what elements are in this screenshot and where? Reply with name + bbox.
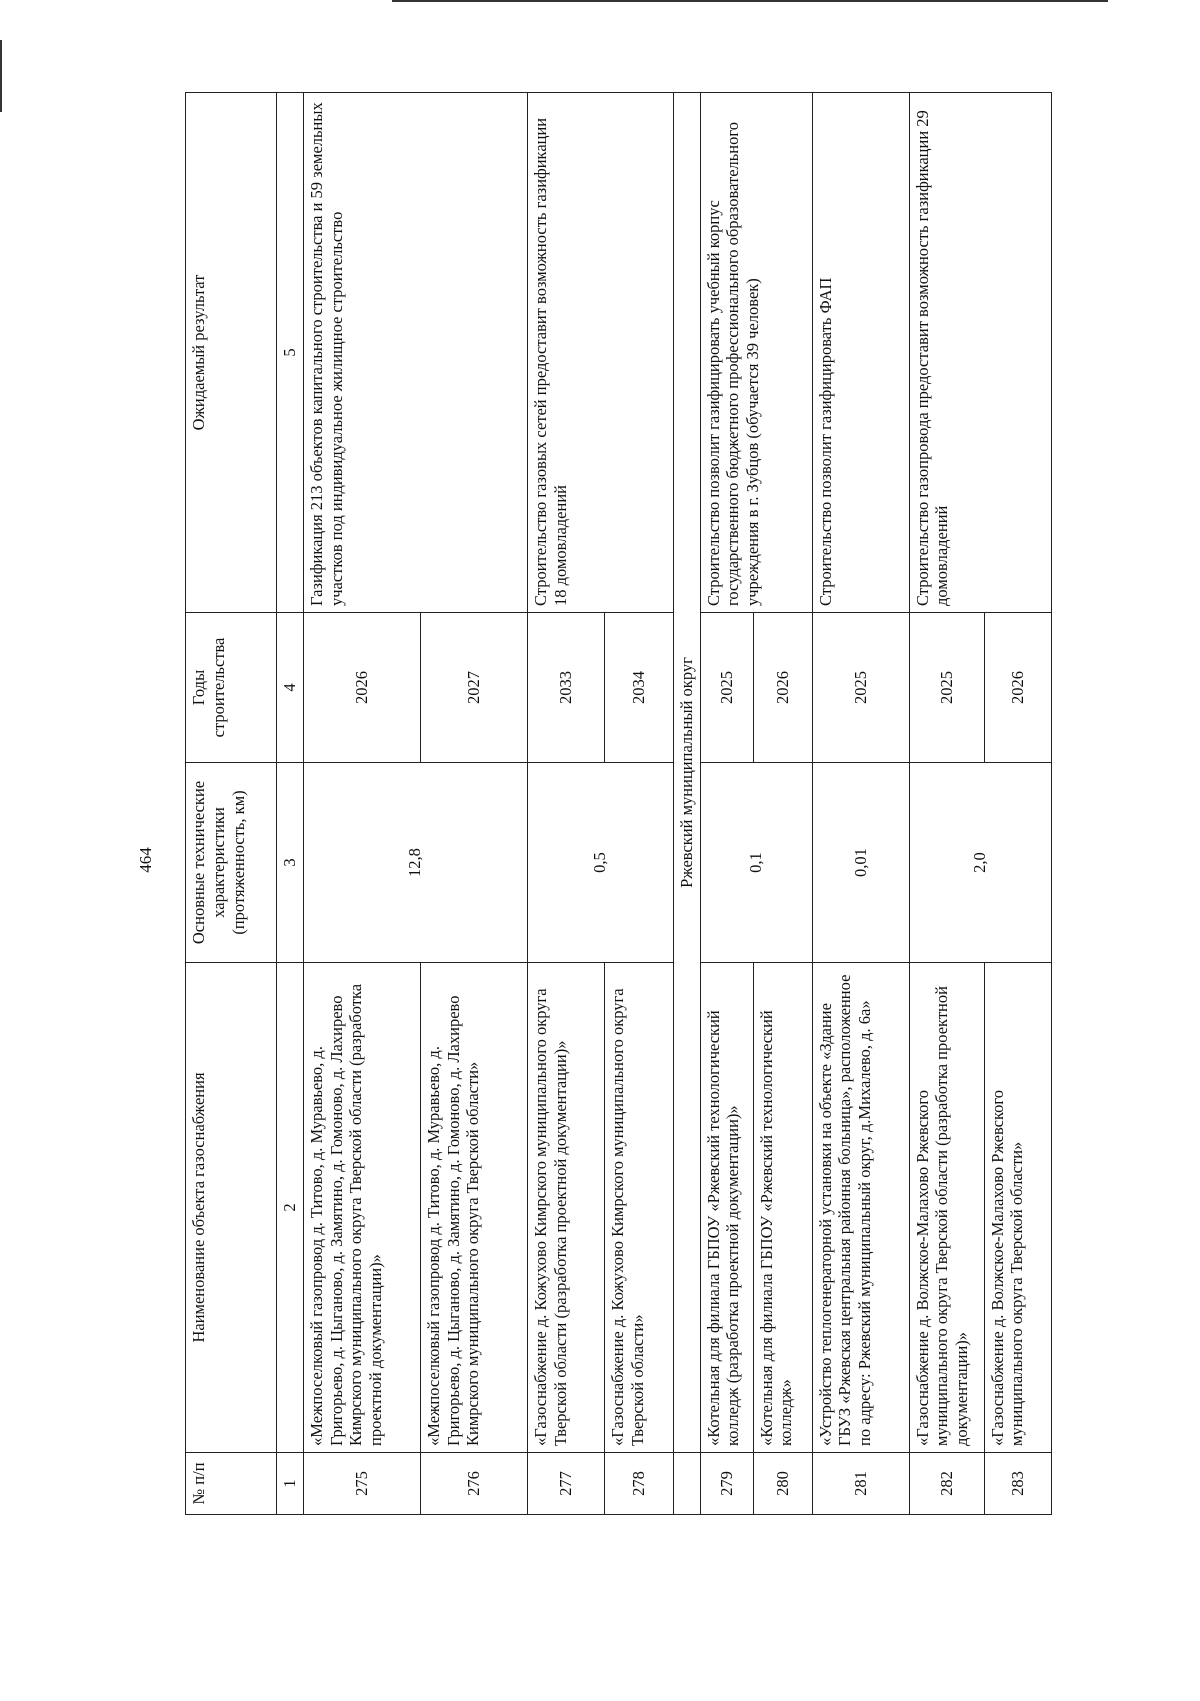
column-number: 5 (277, 93, 304, 613)
row-number: 280 (753, 1453, 812, 1515)
row-number: 283 (984, 1453, 1051, 1515)
section-title: Ржевский муниципальный округ (673, 93, 700, 1453)
page-number: 464 (136, 847, 155, 873)
construction-year: 2025 (700, 613, 753, 763)
row-number: 278 (604, 1453, 673, 1515)
section-spacer (673, 1453, 700, 1515)
construction-year: 2027 (420, 613, 527, 763)
object-name: «Межпоселковый газопровод д. Титово, д. Муравьево, д. Григорьево, д. Цыганово, д. Замятино, д. Гомоново, д. Лахирево Кимрского муниципального округа Тверской области (разработка проектной документации)» (303, 963, 420, 1453)
rotated-table-container (185, 93, 1035, 1515)
section-row (673, 93, 700, 1515)
table-header-row (186, 93, 277, 1515)
construction-year: 2026 (753, 613, 812, 763)
column-number-row (277, 93, 304, 1515)
header-name: Наименование объекта газоснабжения (186, 963, 277, 1453)
scan-edge-top (392, 0, 1108, 2)
object-name: «Котельная для филиала ГБПОУ «Ржевский технологический колледж» (753, 963, 812, 1453)
table-row (527, 93, 604, 1515)
header-num: № п/п (186, 1453, 277, 1515)
length-km: 0,01 (812, 763, 909, 963)
scan-edge-left (0, 40, 2, 112)
row-number: 282 (909, 1453, 984, 1515)
table-row (303, 93, 420, 1515)
row-number: 275 (303, 1453, 420, 1515)
header-years: Годы строительства (186, 613, 277, 763)
table-row (812, 93, 909, 1515)
construction-year: 2026 (984, 613, 1051, 763)
column-number: 1 (277, 1453, 304, 1515)
expected-result: Строительство позволит газифицировать учебный корпус государственного бюджетного профессионального образовательного учреждения в г. Зубцов (обучается 39 человек) (700, 93, 812, 613)
column-number: 3 (277, 763, 304, 963)
object-name: «Газоснабжение д. Волжское-Малахово Ржевского муниципального округа Тверской области (разработка проектной документации)» (909, 963, 984, 1453)
construction-year: 2025 (812, 613, 909, 763)
object-name: «Газоснабжение д. Волжское-Малахово Ржевского муниципального округа Тверской области» (984, 963, 1051, 1453)
construction-year: 2025 (909, 613, 984, 763)
length-km: 0,1 (700, 763, 812, 963)
row-number: 276 (420, 1453, 527, 1515)
header-result: Ожидаемый результат (186, 93, 277, 613)
row-number: 279 (700, 1453, 753, 1515)
object-name: «Межпоселковый газопровод д. Титово, д. Муравьево, д. Григорьево, д. Цыганово, д. Замятино, д. Гомоново, д. Лахирево Кимрского муниципального округа Тверской области» (420, 963, 527, 1453)
length-km: 2,0 (909, 763, 1051, 963)
column-number: 4 (277, 613, 304, 763)
expected-result: Газификация 213 объектов капитального строительства и 59 земельных участков под индивидуальное жилищное строительство (303, 93, 527, 613)
length-km: 0,5 (527, 763, 673, 963)
expected-result: Строительство газовых сетей предоставит возможность газификации 18 домовладений (527, 93, 673, 613)
object-name: «Газоснабжение д. Кожухово Кимрского муниципального округа Тверской области (разработка проектной документации)» (527, 963, 604, 1453)
object-name: «Устройство теплогенераторной установки на объекте «Здание ГБУЗ «Ржевская центральная районная больница», расположенное по адресу: Ржевский муниципальный округ, д.Михалево, д. 6а» (812, 963, 909, 1453)
object-name: «Газоснабжение д. Кожухово Кимрского муниципального округа Тверской области» (604, 963, 673, 1453)
table-row (700, 93, 753, 1515)
row-number: 277 (527, 1453, 604, 1515)
column-number: 2 (277, 963, 304, 1453)
length-km: 12,8 (303, 763, 527, 963)
table-row (909, 93, 984, 1515)
object-name: «Котельная для филиала ГБПОУ «Ржевский технологический колледж (разработка проектной документации)» (700, 963, 753, 1453)
construction-year: 2033 (527, 613, 604, 763)
header-specs: Основные технические характеристики (протяженность, км) (186, 763, 277, 963)
expected-result: Строительство позволит газифицировать ФАП (812, 93, 909, 613)
gas-supply-table (185, 92, 1052, 1515)
row-number: 281 (812, 1453, 909, 1515)
construction-year: 2026 (303, 613, 420, 763)
construction-year: 2034 (604, 613, 673, 763)
expected-result: Строительство газопровода предоставит возможность газификации 29 домовладений (909, 93, 1051, 613)
